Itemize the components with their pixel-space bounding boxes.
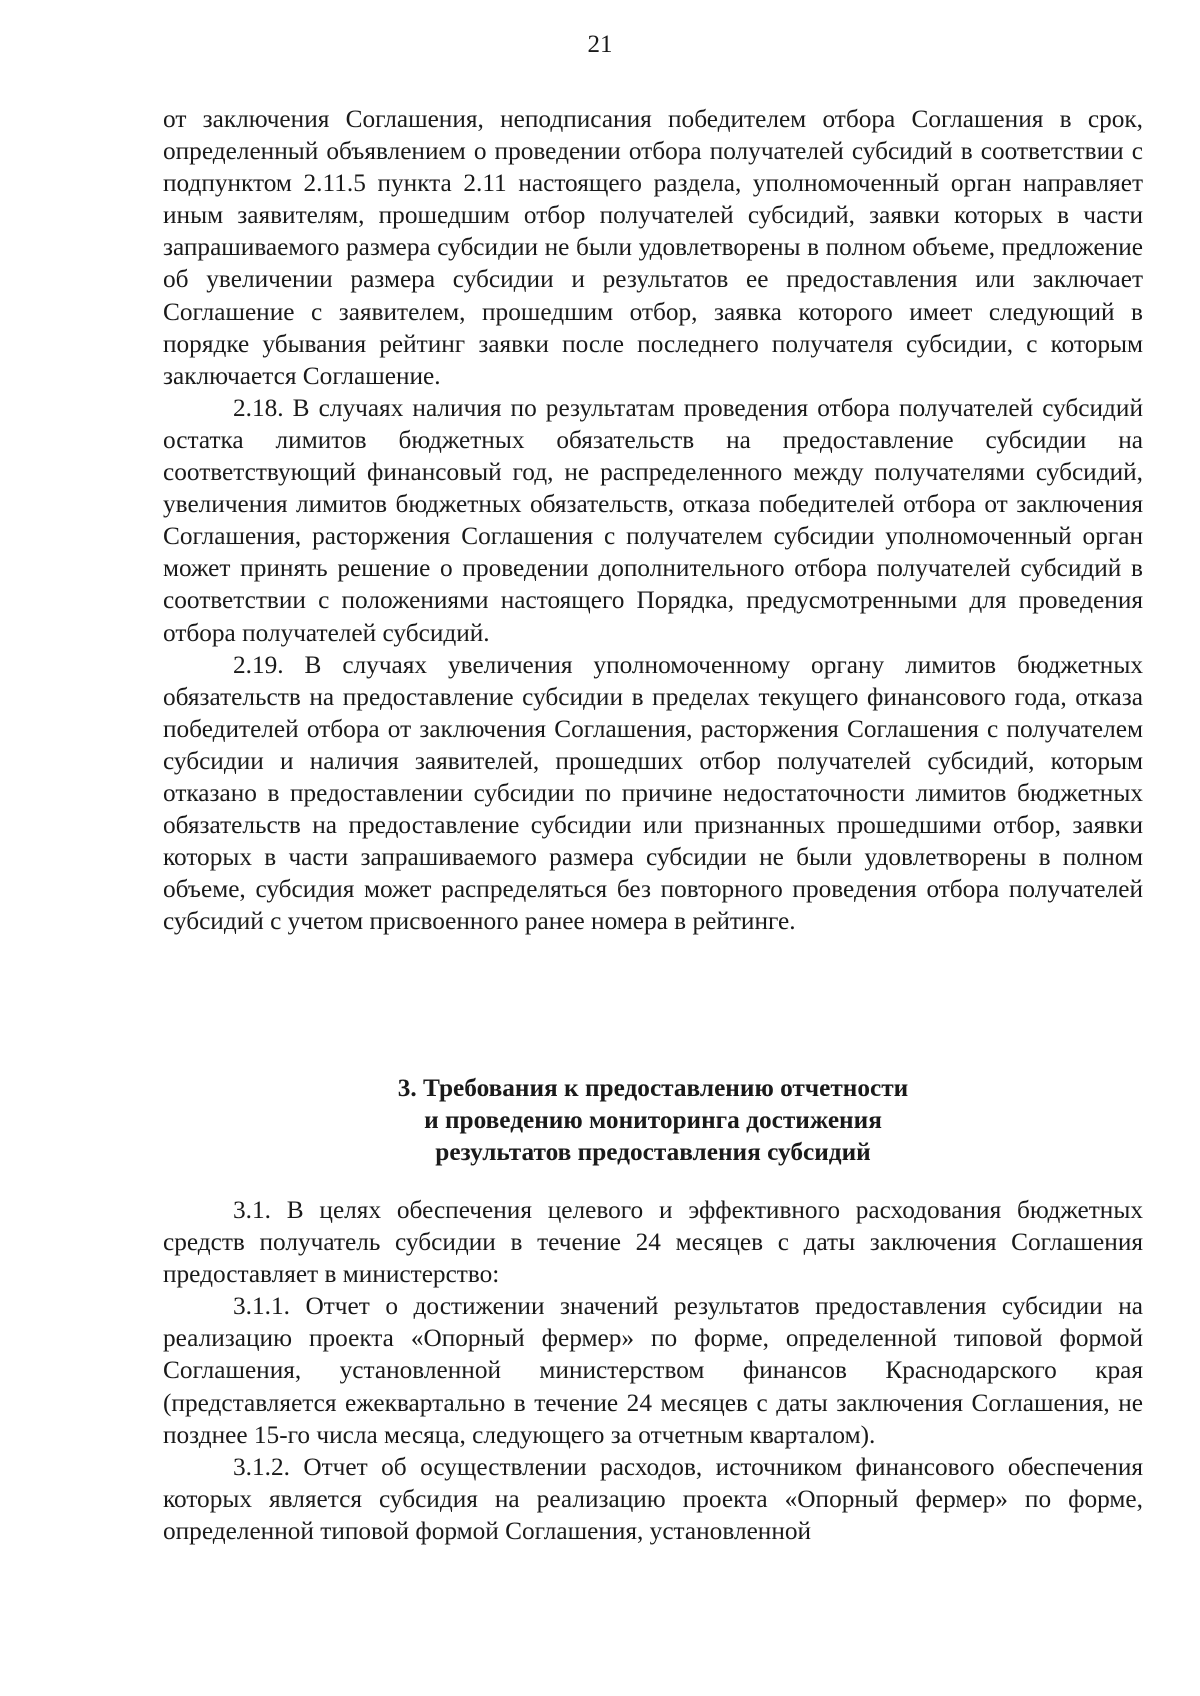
paragraph-3-1-2: 3.1.2. Отчет об осуществлении расходов, источником финансового обеспечения которых является субсидия на реализацию проекта «Опорный фермер» по форме, определенной типовой формой Соглашения, установленной (163, 1452, 1143, 1545)
top-text-block (163, 103, 1143, 937)
section-heading-line-3: результатов предоставления субсидий (435, 1138, 871, 1166)
section-heading (163, 1072, 1143, 1168)
continuation-paragraph: от заключения Соглашения, неподписания победителем отбора Соглашения в срок, определенный объявлением о проведении отбора получателей субсидий в соответствии с подпунктом 2.11.5 пункта 2.11 настоящего раздела, уполномоченный орган направляет иным заявителям, прошедшим отбор получателей субсидий, заявки которых в части запрашиваемого размера субсидии не были удовлетворены в полном объеме, предложение об увеличении размера субсидии и результатов ее предоставления или заключает Соглашение с заявителем, прошедшим отбор, заявка которого имеет следующий в порядке убывания рейтинг заявки после последнего получателя субсидии, с которым заключается Соглашение. (163, 105, 1143, 390)
page-number: 21 (587, 31, 613, 58)
paragraph-3-1-1: 3.1.1. Отчет о достижении значений результатов предоставления субсидии на реализацию проекта «Опорный фермер» по форме, определенной типовой формой Соглашения, установленной министерством финансов Краснодарского края (представляется ежеквартально в течение 24 месяцев с даты заключения Соглашения, не позднее 15-го числа месяца, следующего за отчетным кварталом). (163, 1292, 1143, 1449)
section-heading-line-2: и проведению мониторинга достижения (424, 1106, 882, 1134)
bottom-text-block (163, 1194, 1143, 1547)
paragraph-3-1: 3.1. В целях обеспечения целевого и эффективного расходования бюджетных средств получатель субсидии в течение 24 месяцев с даты заключения Соглашения предоставляет в министерство: (163, 1196, 1143, 1289)
paragraph-2-18: 2.18. В случаях наличия по результатам проведения отбора получателей субсидий остатка лимитов бюджетных обязательств на предоставление субсидии на соответствующий финансовый год, не распределенного между получателями субсидий, увеличения лимитов бюджетных обязательств, отказа победителей отбора от заключения Соглашения, расторжения Соглашения с получателем субсидии уполномоченный орган может принять решение о проведении дополнительного отбора получателей субсидий в соответствии с положениями настоящего Порядка, предусмотренными для проведения отбора получателей субсидий. (163, 393, 1143, 647)
section-heading-line-1: 3. Требования к предоставлению отчетности (397, 1074, 909, 1102)
paragraph-2-19: 2.19. В случаях увеличения уполномоченному органу лимитов бюджетных обязательств на предоставление субсидии в пределах текущего финансового года, отказа победителей отбора от заключения Соглашения, расторжения Соглашения с получателем субсидии и наличия заявителей, прошедших отбор получателей субсидий, которым отказано в предоставлении субсидии по причине недостаточности лимитов бюджетных обязательств на предоставление субсидии или признанных прошедшими отбор, заявки которых в части запрашиваемого размера субсидии не были удовлетворены в полном объеме, субсидия может распределяться без повторного проведения отбора получателей субсидий с учетом присвоенного ранее номера в рейтинге. (163, 650, 1143, 936)
